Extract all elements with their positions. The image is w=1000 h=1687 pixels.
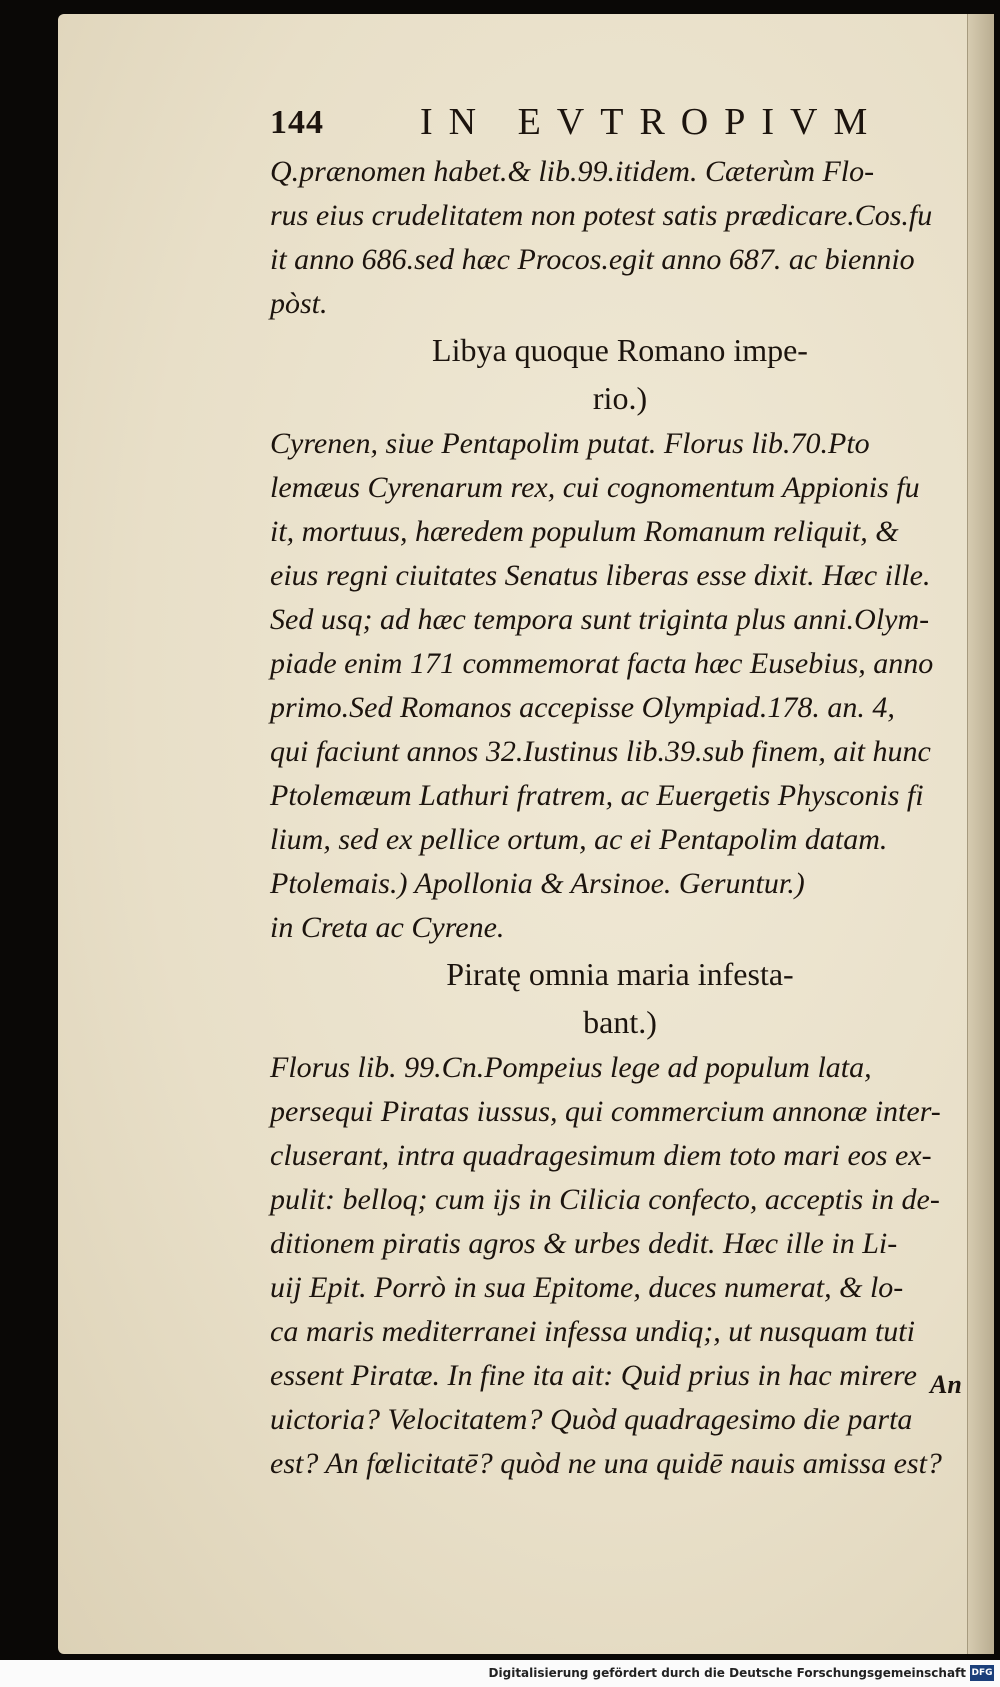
- dfg-logo: DFG: [970, 1665, 994, 1681]
- running-head: IN EVTROPIVM: [420, 101, 884, 143]
- text-line: cluserant, intra quadragesimum diem toto mari eos ex-: [270, 1139, 932, 1172]
- text-line: uij Epit. Porrò in sua Epitome, duces numerat, & lo-: [270, 1271, 904, 1304]
- section-heading-line: Piratę omnia maria infesta-: [446, 956, 794, 992]
- text-line: pòst.: [270, 287, 328, 320]
- text-line: in Creta ac Cyrene.: [270, 911, 505, 944]
- text-line: piade enim 171 commemorat facta hæc Eusebius, anno: [270, 647, 934, 680]
- text-line: ca maris mediterranei infessa undiq;, ut nusquam tuti: [270, 1315, 915, 1348]
- text-line: est? An fœlicitatē? quòd ne una quidē nauis amissa est?: [270, 1447, 942, 1480]
- catchword: An: [930, 1370, 962, 1399]
- text-line: it, mortuus, hæredem populum Romanum reliquit, &: [270, 515, 899, 548]
- text-line: qui faciunt annos 32.Iustinus lib.39.sub finem, ait hunc: [270, 735, 931, 768]
- text-line: uictoria? Velocitatem? Quòd quadragesimo die parta: [270, 1403, 913, 1436]
- text-line: pulit: belloq; cum ijs in Cilicia confecto, acceptis in de-: [270, 1183, 940, 1216]
- text-line: Florus lib. 99.Cn.Pompeius lege ad populum lata,: [270, 1051, 872, 1084]
- section-heading-line: rio.): [592, 380, 648, 416]
- text-line: lemæus Cyrenarum rex, cui cognomentum Appionis fu: [270, 471, 920, 504]
- text-block: [270, 150, 970, 1486]
- text-line: ditionem piratis agros & urbes dedit. Hæc ille in Li-: [270, 1227, 898, 1260]
- section-heading-line: bant.): [583, 1004, 657, 1040]
- text-line: Ptolemæum Lathuri fratrem, ac Euergetis Physconis fi: [270, 779, 924, 812]
- section-heading-line: Libya quoque Romano impe-: [432, 332, 808, 368]
- text-line: Ptolemais.) Apollonia & Arsinoe. Geruntur.): [270, 867, 805, 900]
- page-gutter: [967, 14, 994, 1654]
- page-header: [270, 100, 960, 150]
- text-line: Cyrenen, siue Pentapolim putat. Florus lib.70.Pto: [270, 427, 870, 460]
- page-number: 144: [270, 104, 324, 141]
- text-line: Sed usq; ad hæc tempora sunt triginta plus anni.Olym-: [270, 603, 930, 636]
- text-line: rus eius crudelitatem non potest satis prædicare.Cos.fu: [270, 199, 933, 232]
- footer-bar: [0, 1660, 1000, 1687]
- text-line: essent Piratæ. In fine ita ait: Quid prius in hac mirere: [270, 1359, 917, 1392]
- text-line: eius regni ciuitates Senatus liberas esse dixit. Hæc ille.: [270, 559, 931, 592]
- footer-credit: Digitalisierung gefördert durch die Deutsche Forschungsgemeinschaft: [488, 1666, 966, 1680]
- text-line: primo.Sed Romanos accepisse Olympiad.178. an. 4,: [270, 691, 895, 724]
- text-line: it anno 686.sed hæc Procos.egit anno 687. ac biennio: [270, 243, 915, 276]
- text-line: lium, sed ex pellice ortum, ac ei Pentapolim datam.: [270, 823, 888, 856]
- text-line: persequi Piratas iussus, qui commercium annonæ inter-: [270, 1095, 941, 1128]
- text-line: Q.prænomen habet.& lib.99.itidem. Cæterùm Flo-: [270, 155, 875, 188]
